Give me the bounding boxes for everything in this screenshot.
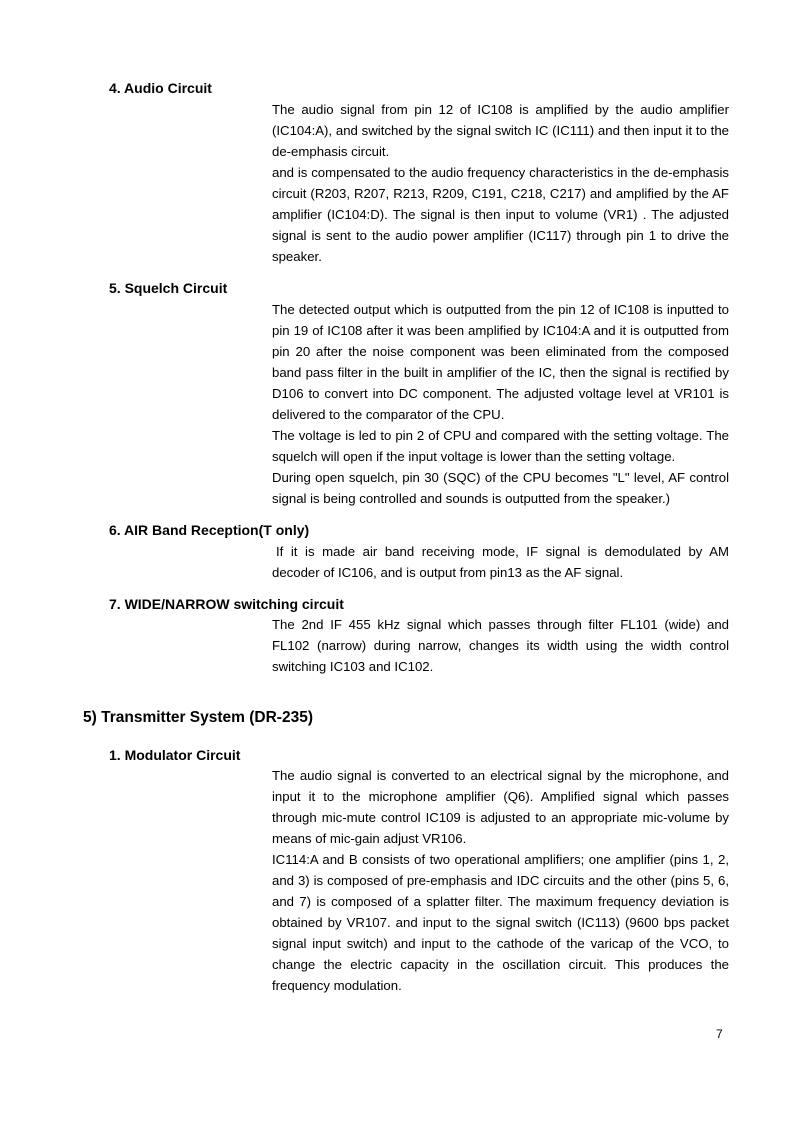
squelch-circuit-heading: 5. Squelch Circuit [109, 280, 228, 296]
squelch-paragraph: The detected output which is outputted from the pin 12 of IC108 is inputted to pin 19 of IC108 after it was been amplified by IC104:A and it is outputted from pin 20 after the noise component was been eliminated from the composed band pass filter in the built in amplifier of the IC, then the signal is rectified by D106 to convert into DC component. The adjusted voltage level at VR101 is delivered to the comparator of the CPU. [272, 302, 729, 422]
transmitter-system-heading: 5) Transmitter System (DR-235) [83, 709, 313, 726]
modulator-circuit-heading: 1. Modulator Circuit [109, 747, 241, 763]
air-band-body [272, 541, 729, 583]
page-number: 7 [716, 1027, 723, 1041]
audio-circuit-heading: 4. Audio Circuit [109, 80, 212, 96]
modulator-paragraph: The audio signal is converted to an electrical signal by the microphone, and input it to the microphone amplifier (Q6). Amplified signal which passes through mic-mute control IC109 is adjusted to an appropriate mic-volume by means of mic-gain adjust VR106. [272, 768, 729, 846]
squelch-paragraph: During open squelch, pin 30 (SQC) of the CPU becomes "L" level, AF control signal is being controlled and sounds is outputted from the speaker.) [272, 470, 729, 506]
wide-narrow-heading: 7. WIDE/NARROW switching circuit [109, 596, 344, 612]
audio-paragraph: The audio signal from pin 12 of IC108 is amplified by the audio amplifier (IC104:A), and switched by the signal switch IC (IC111) and then input it to the de-emphasis circuit. [272, 102, 729, 159]
squelch-circuit-body [272, 299, 729, 509]
air-band-heading: 6. AIR Band Reception(T only) [109, 522, 310, 538]
audio-paragraph: and is compensated to the audio frequency characteristics in the de-emphasis circuit (R203, R207, R213, R209, C191, C218, C217) and amplified by the AF amplifier (IC104:D). The signal is then input to volume (VR1) . The adjusted signal is sent to the audio power amplifier (IC117) through pin 1 to drive the speaker. [272, 165, 729, 264]
modulator-paragraph: IC114:A and B consists of two operational amplifiers; one amplifier (pins 1, 2, and 3) is composed of pre-emphasis and IDC circuits and the other (pins 5, 6, and 7) is composed of a splatter filter. The maximum frequency deviation is obtained by VR107. and input to the signal switch (IC113) (9600 bps packet signal input switch) and input to the cathode of the varicap of the VCO, to change the electric capacity in the oscillation circuit. This produces the frequency modulation. [272, 852, 729, 993]
air-band-paragraph: If it is made air band receiving mode, IF signal is demodulated by AM decoder of IC106, and is output from pin13 as the AF signal. [272, 544, 729, 580]
squelch-paragraph: The voltage is led to pin 2 of CPU and compared with the setting voltage. The squelch will open if the input voltage is lower than the setting voltage. [272, 428, 729, 464]
audio-circuit-body [272, 99, 729, 267]
modulator-circuit-body [272, 765, 729, 996]
wide-narrow-body [272, 614, 729, 677]
wide-narrow-paragraph: The 2nd IF 455 kHz signal which passes through filter FL101 (wide) and FL102 (narrow) during narrow, changes its width using the width control switching IC103 and IC102. [272, 617, 729, 674]
